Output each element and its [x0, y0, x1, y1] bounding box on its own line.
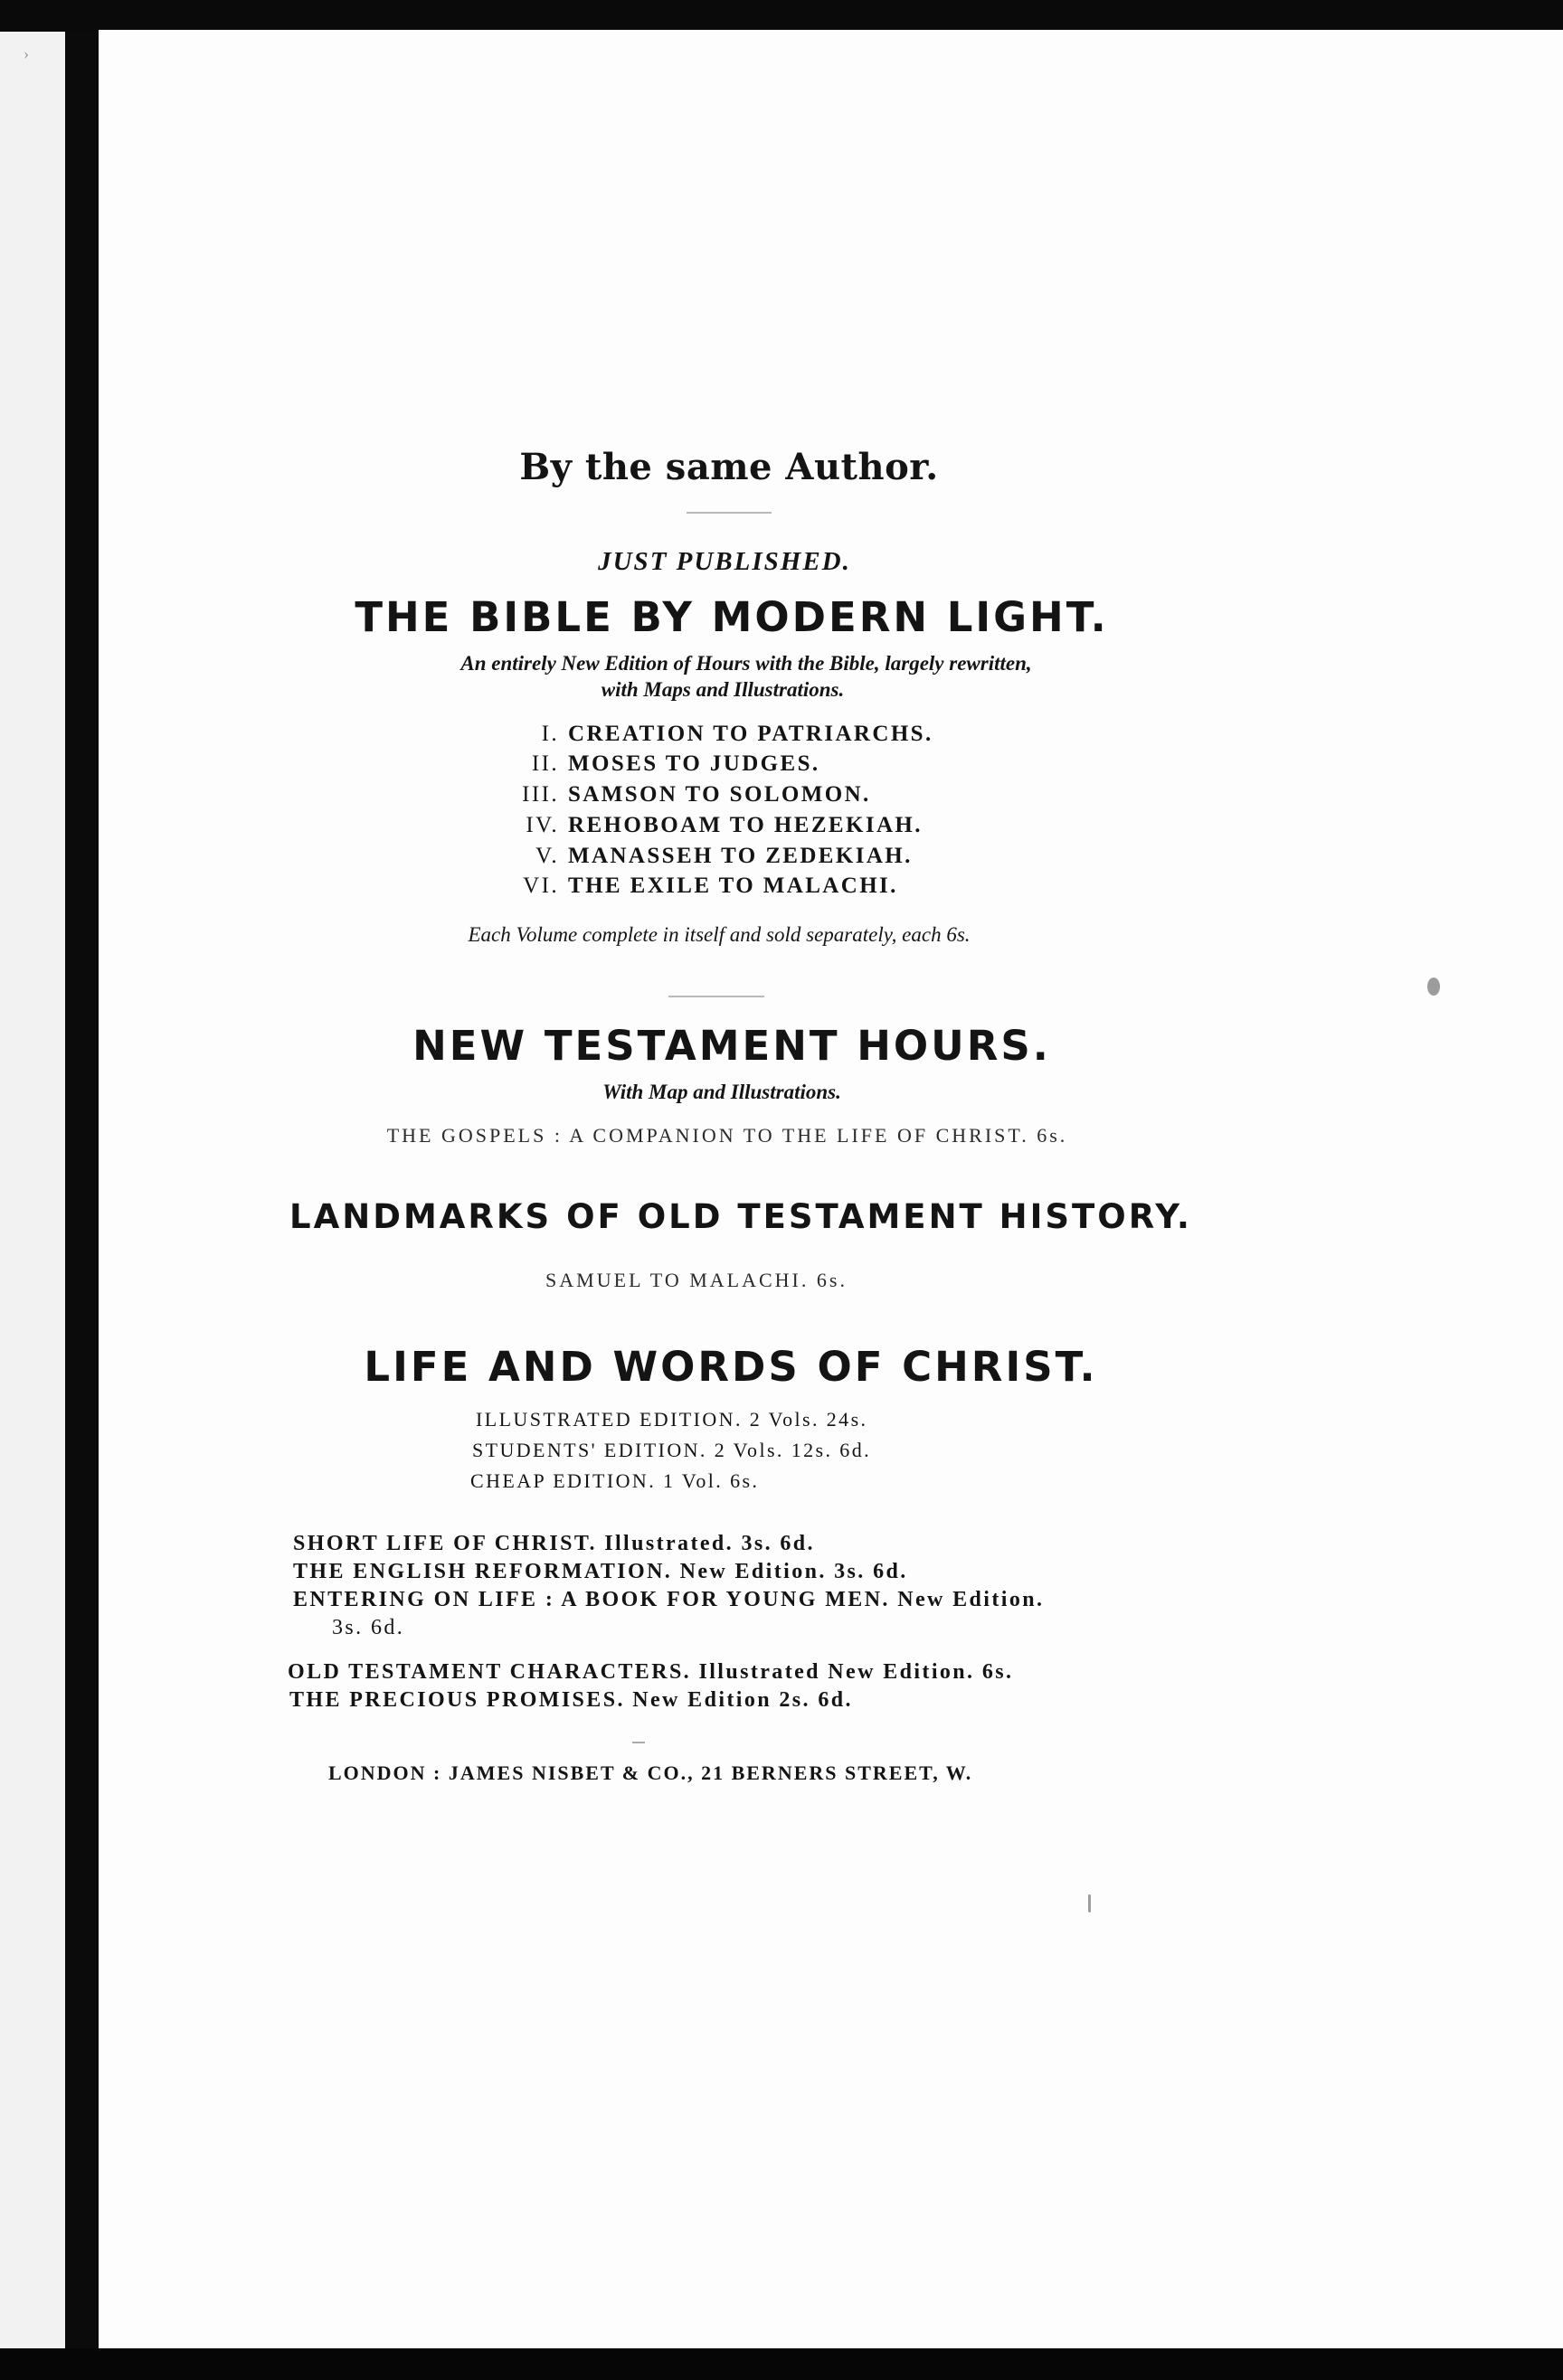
- nt-hours-subtitle: With Map and Illustrations.: [602, 1081, 841, 1103]
- other-work-continuation: 3s. 6d.: [332, 1616, 405, 1639]
- volume-item: III. SAMSON TO SOLOMON.: [522, 782, 871, 807]
- divider: [632, 1742, 645, 1743]
- divider: [687, 512, 772, 514]
- book-gutter: [65, 32, 99, 2380]
- facing-page-edge: [0, 32, 65, 2348]
- just-published-label: JUST PUBLISHED.: [598, 547, 851, 576]
- paper-speck: [1427, 978, 1440, 996]
- advertisement-page: [99, 30, 1563, 2351]
- bible-description-line-2: with Maps and Illustrations.: [601, 678, 845, 701]
- section-heading: By the same Author.: [519, 446, 939, 488]
- other-work-item: SHORT LIFE OF CHRIST. Illustrated. 3s. 6d.: [293, 1532, 815, 1555]
- edition-item: CHEAP EDITION. 1 Vol. 6s.: [470, 1469, 760, 1492]
- publisher-imprint: LONDON : JAMES NISBET & CO., 21 BERNERS STREET, W.: [328, 1761, 973, 1784]
- landmarks-title: LANDMARKS OF OLD TESTAMENT HISTORY.: [289, 1197, 1192, 1236]
- book-page: [99, 30, 1563, 2351]
- other-work-item: OLD TESTAMENT CHARACTERS. Illustrated New Edition. 6s.: [288, 1660, 1014, 1684]
- edition-item: ILLUSTRATED EDITION. 2 Vols. 24s.: [476, 1408, 868, 1431]
- scan-top-border: [0, 0, 1563, 32]
- scan-bottom-border: [0, 2348, 1563, 2380]
- bible-description-line-1: An entirely New Edition of Hours with the Bible, largely rewritten,: [460, 652, 1032, 675]
- nt-hours-gospels-line: THE GOSPELS : A COMPANION TO THE LIFE OF CHRIST. 6s.: [386, 1124, 1068, 1147]
- other-work-item: THE PRECIOUS PROMISES. New Edition 2s. 6d.: [289, 1688, 853, 1712]
- bible-title: THE BIBLE BY MODERN LIGHT.: [355, 593, 1109, 641]
- volume-note: Each Volume complete in itself and sold separately, each 6s.: [468, 923, 971, 946]
- edition-item: STUDENTS' EDITION. 2 Vols. 12s. 6d.: [472, 1439, 871, 1461]
- divider: [668, 996, 764, 997]
- volume-item: VI. THE EXILE TO MALACHI.: [523, 874, 898, 898]
- volume-item: II. MOSES TO JUDGES.: [531, 751, 820, 776]
- volume-item: IV. REHOBOAM TO HEZEKIAH.: [526, 813, 923, 837]
- other-work-item: THE ENGLISH REFORMATION. New Edition. 3s. 6d.: [293, 1560, 908, 1583]
- nt-hours-title: NEW TESTAMENT HOURS.: [412, 1022, 1051, 1070]
- other-work-item: ENTERING ON LIFE : A BOOK FOR YOUNG MEN. New Edition.: [293, 1588, 1045, 1611]
- paper-speck: [1088, 1894, 1091, 1912]
- volume-item: V. MANASSEH TO ZEDEKIAH.: [535, 844, 913, 868]
- landmarks-line: SAMUEL TO MALACHI. 6s.: [545, 1269, 848, 1291]
- margin-mark: ›: [24, 44, 29, 62]
- life-words-title: LIFE AND WORDS OF CHRIST.: [364, 1343, 1098, 1391]
- volume-item: I. CREATION TO PATRIARCHS.: [541, 722, 933, 746]
